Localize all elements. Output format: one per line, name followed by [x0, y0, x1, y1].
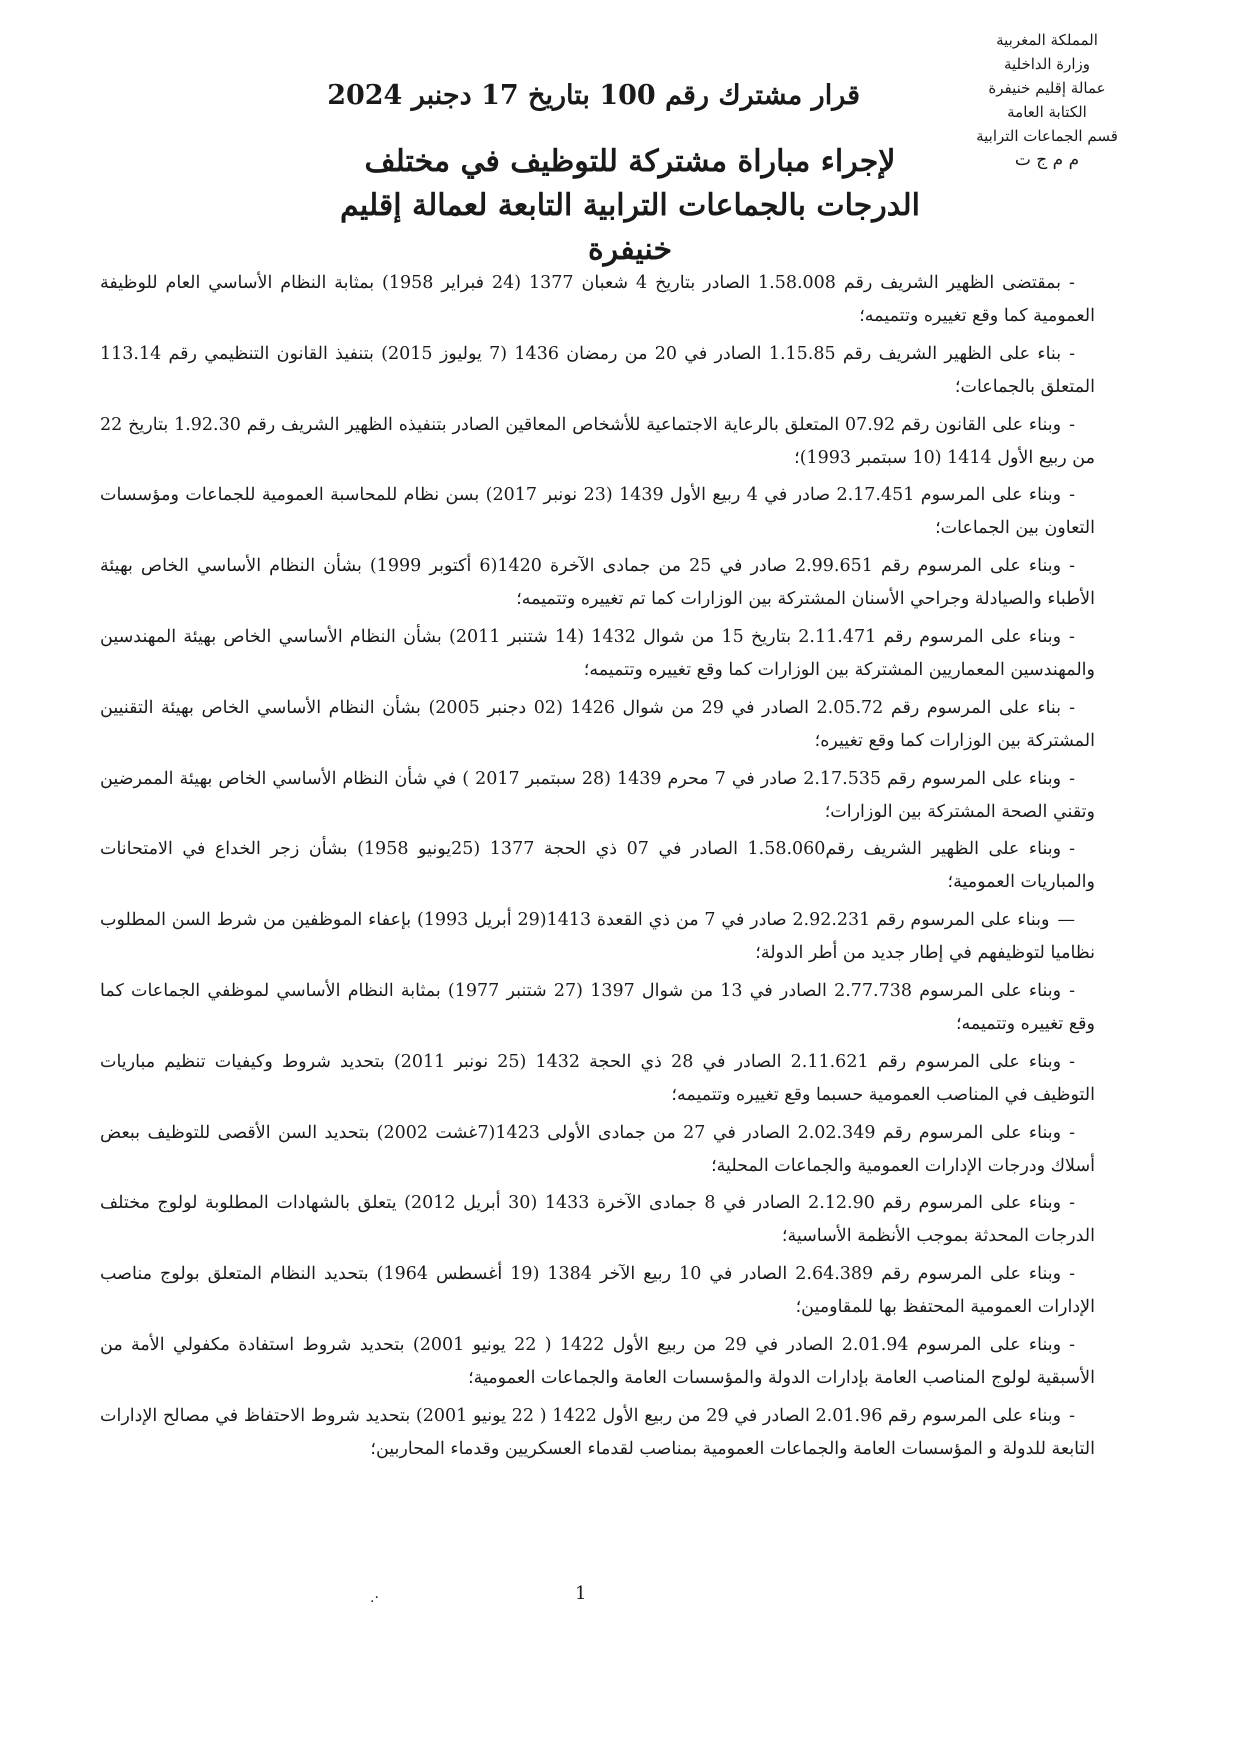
clause — [100, 267, 1095, 333]
clause-text: وبناء على المرسوم 2.17.451 صادر في 4 ربيع الأول 1439 (23 نونبر 2017) بسن نظام للمحاسبة العمومية للجماعات ومؤسسات التعاون بين الجماعات؛ — [100, 485, 1095, 539]
clause-text: وبناء على المرسوم رقم 2.11.621 الصادر في 28 ذي الحجة 1432 (25 نونبر 2011) بتحديد شروط وكيفيات تنظيم مباريات التوظيف في المناصب العمومية حسبما وقع تغييره وتتميمه؛ — [100, 1051, 1095, 1105]
clause-dash: — — [1057, 910, 1076, 931]
clause — [100, 904, 1095, 970]
clause-text: وبناء على المرسوم 2.77.738 الصادر في 13 من شوال 1397 (27 شتنبر 1977) بمثابة النظام الأساسي لموظفي الجماعات كما وقع تغييره وتتميمه؛ — [100, 980, 1095, 1034]
header-line-prefecture: عمالة إقليم خنيفرة — [988, 79, 1106, 97]
decision-subject: لإجراء مباراة مشتركة للتوظيف في مختلف الدرجات بالجماعات الترابية التابعة لعمالة إقليم خنيفرة — [339, 144, 921, 267]
clause — [100, 479, 1095, 545]
clause-dash: - — [1069, 980, 1075, 1001]
clause-text: وبناء على المرسوم رقم 2.11.471 بتاريخ 15 من شوال 1432 (14 شتنبر 2011) بشأن النظام الأساسي الخاص بهيئة المهندسين والمهندسين المعماريين المشتركة بين الوزارات كما وقع تغييره وتتميمه؛ — [100, 626, 1095, 680]
clause-dash: - — [1069, 273, 1075, 293]
clause-dash: - — [1069, 1193, 1076, 1214]
clause-text: بمقتضى الظهير الشريف رقم 1.58.008 الصادر بتاريخ 4 شعبان 1377 (24 فبراير 1958) بمثابة النظام الأساسي العام للوظيفة العمومية كما وقع تغييره وتتميمه؛ — [100, 273, 1095, 326]
clause-dash: - — [1069, 1122, 1076, 1143]
clause-text: بناء على المرسوم رقم 2.05.72 الصادر في 29 من شوال 1426 (02 دجنبر 2005) بشأن النظام الأساسي الخاص بهيئة التقنيين المشتركة بين الوزارات كما وقع تغييره؛ — [100, 697, 1095, 751]
clause-dash: - — [1069, 1405, 1075, 1426]
clause-dash: - — [1069, 768, 1075, 789]
header-line-ministry: وزارة الداخلية — [1003, 55, 1091, 73]
decision-title: قرار مشترك رقم 100 بتاريخ 17 دجنبر 2024 — [327, 80, 860, 111]
clause-dash: - — [1069, 1051, 1075, 1072]
header-line-division: قسم الجماعات الترابية — [976, 127, 1118, 145]
clause — [100, 1329, 1095, 1395]
header-reference: م م ج ت — [1014, 150, 1080, 170]
clause — [100, 975, 1095, 1041]
clause — [100, 763, 1095, 829]
clause — [100, 409, 1095, 475]
clause — [100, 692, 1095, 758]
clause-text: وبناء على المرسوم رقم 2.99.651 صادر في 25 من جمادى الآخرة 1420(6 أكتوبر 1999) بشأن النظام الأساسي الخاص بهيئة الأطباء والصيادلة وجراحي الأسنان المشتركة بين الوزارات كما تم تغييره وتتميمه؛ — [100, 556, 1095, 610]
clause-text: وبناء على المرسوم رقم 2.02.349 الصادر في 27 من جمادى الأولى 1423(7غشت 2002) بتحديد السن الأقصى للتوظيف ببعض أسلاك ودرجات الإدارات العمومية والجماعات المحلية؛ — [100, 1122, 1095, 1176]
clause-dash: - — [1069, 485, 1076, 506]
clause-text: وبناء على المرسوم رقم 2.17.535 صادر في 7 محرم 1439 (28 سبتمبر 2017 ) في شأن النظام الأساسي الخاص بهيئة الممرضين وتقني الصحة المشتركة بين الوزارات؛ — [100, 768, 1095, 822]
clause — [100, 1258, 1095, 1324]
clause-dash: - — [1069, 343, 1076, 364]
clause — [100, 1400, 1095, 1466]
clause — [100, 833, 1095, 899]
clause-text: وبناء على القانون رقم 07.92 المتعلق بالرعاية الاجتماعية للأشخاص المعاقين الصادر بتنفيذه الظهير الشريف رقم 1.92.30 بتاريخ 22 من ربيع الأول 1414 (10 سبتمبر 1993)؛ — [100, 414, 1095, 468]
clause-text: وبناء على الظهير الشريف رقم1.58.060 الصادر في 07 ذي الحجة 1377 (25يونيو 1958) بشأن زجر الخداع في الامتحانات والمباريات العمومية؛ — [100, 839, 1095, 893]
clause-text: وبناء على المرسوم رقم 2.12.90 الصادر في 8 جمادى الآخرة 1433 (30 أبريل 2012) يتعلق بالشهادات المطلوبة لولوج مختلف الدرجات المحدثة بموجب الأنظمة الأساسية؛ — [100, 1193, 1095, 1247]
header-line-secretariat: الكتابة العامة — [1007, 103, 1087, 121]
page-number: 1 — [575, 1583, 587, 1604]
clause — [100, 550, 1095, 616]
legal-basis-clauses — [100, 267, 1095, 1471]
scan-speck: ·. — [370, 1590, 379, 1606]
clause-dash: - — [1069, 1334, 1076, 1355]
clause-dash: - — [1069, 556, 1075, 577]
clause — [100, 1187, 1095, 1253]
clause-text: وبناء على المرسوم 2.01.94 الصادر في 29 من ربيع الأول 1422 ( 22 يونيو 2001) بتحديد شروط استفادة مكفولي الأمة من الأسبقية لولوج المناصب العامة بإدارات الدولة والمؤسسات العامة والجماعات العمومية؛ — [100, 1334, 1095, 1388]
clause-dash: - — [1069, 626, 1075, 647]
clause — [100, 338, 1095, 404]
clause-text: وبناء على المرسوم رقم 2.01.96 الصادر في 29 من ربيع الأول 1422 ( 22 يونيو 2001) بتحديد شروط الاحتفاظ في مصالح الإدارات التابعة للدولة و المؤسسات العامة والجماعات العمومية بمناصب لقدماء العسكريين وقدماء المحاربين؛ — [100, 1405, 1095, 1459]
clause-text: بناء على الظهير الشريف رقم 1.15.85 الصادر في 20 من رمضان 1436 (7 يوليوز 2015) بتنفيذ القانون التنظيمي رقم 113.14 المتعلق بالجماعات؛ — [100, 343, 1095, 397]
clause-text: وبناء على المرسوم رقم 2.92.231 صادر في 7 من ذي القعدة 1413(29 أبريل 1993) بإعفاء الموظفين من شرط السن المطلوب نظاميا لتوظيفهم في إطار جديد من أطر الدولة؛ — [100, 910, 1095, 964]
clause-dash: - — [1069, 697, 1075, 718]
clause — [100, 1117, 1095, 1183]
issuing-authority-header — [932, 28, 1162, 172]
clause-dash: - — [1069, 414, 1076, 435]
clause-dash: - — [1069, 1264, 1075, 1285]
header-line-kingdom: المملكة المغربية — [996, 31, 1098, 49]
clause-dash: - — [1069, 839, 1076, 860]
clause — [100, 1046, 1095, 1112]
clause — [100, 621, 1095, 687]
clause-text: وبناء على المرسوم رقم 2.64.389 الصادر في 10 ربيع الآخر 1384 (19 أغسطس 1964) بتحديد النظام المتعلق بولوج مناصب الإدارات العمومية المحتفظ بها للمقاومين؛ — [100, 1264, 1095, 1318]
